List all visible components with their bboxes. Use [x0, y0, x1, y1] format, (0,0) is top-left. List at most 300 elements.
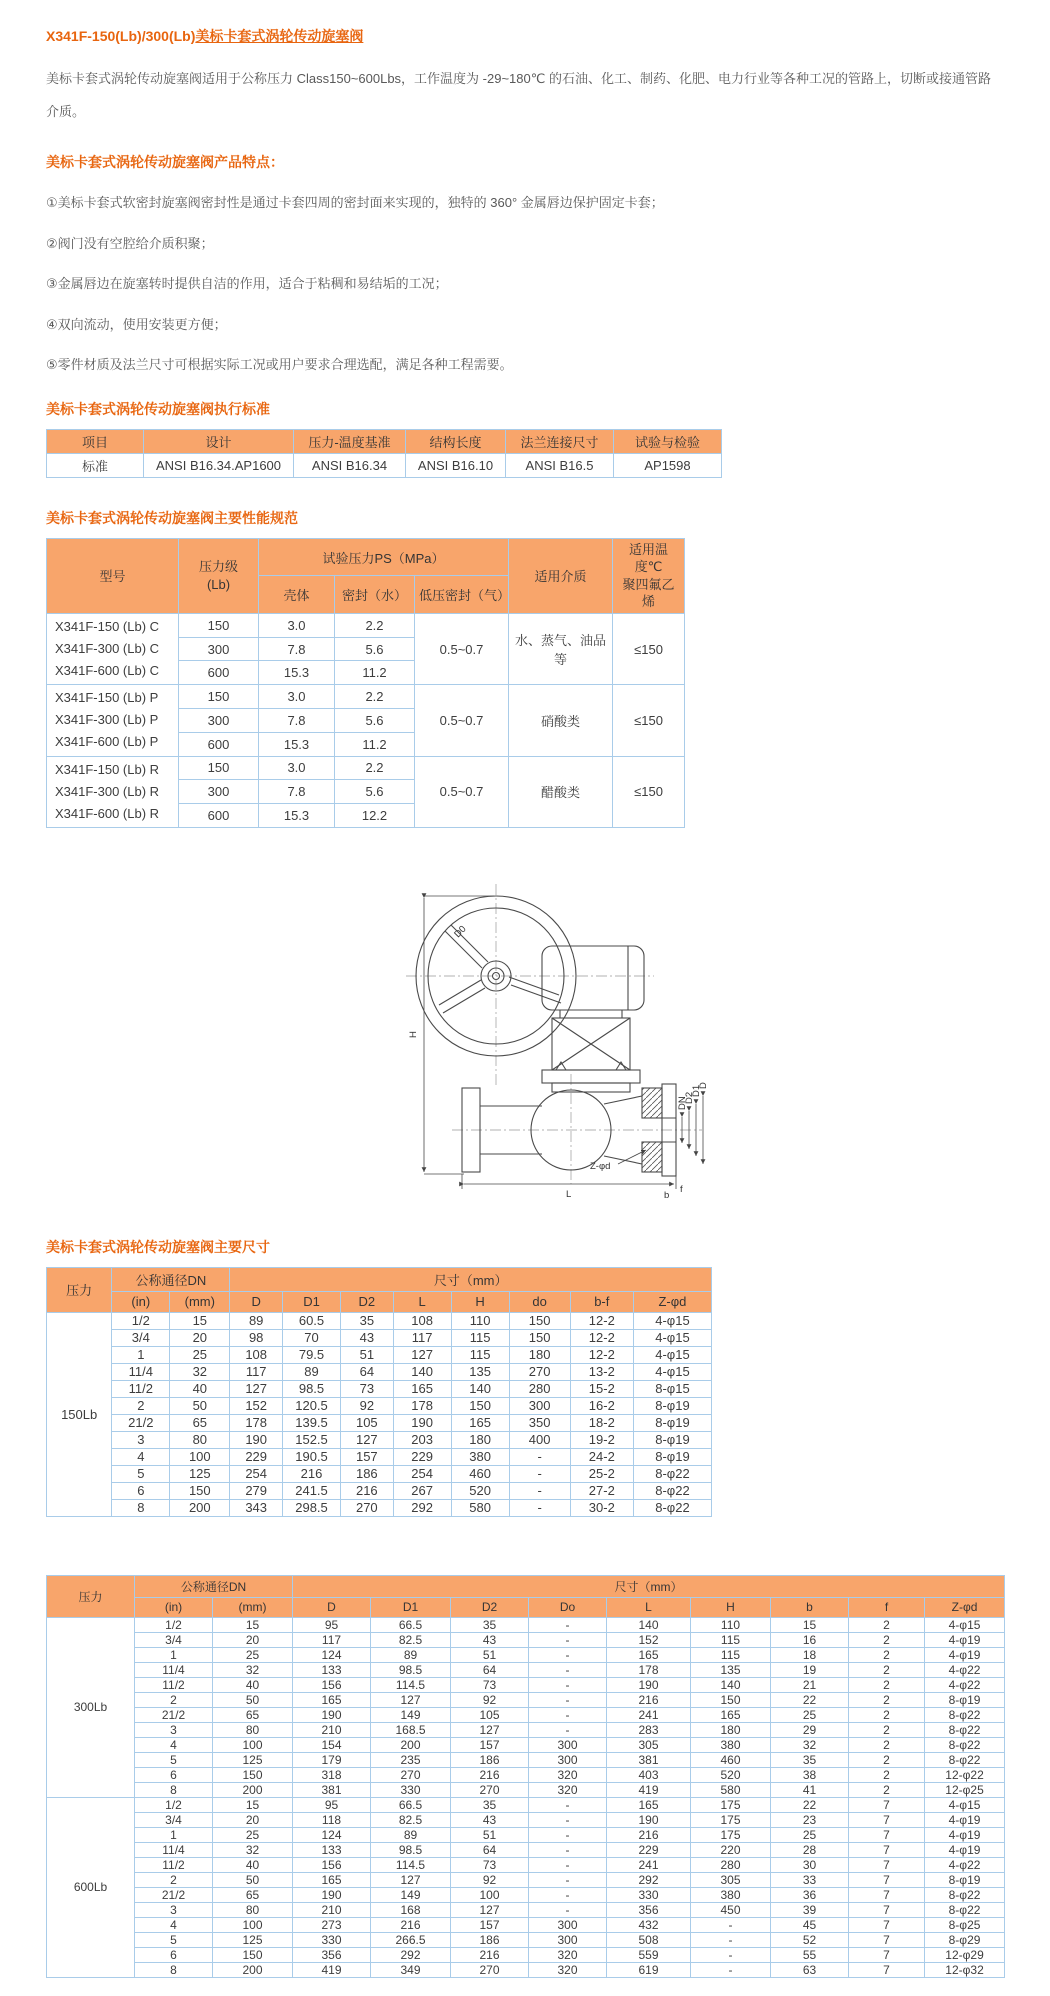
dims150-table-header	[47, 1267, 712, 1312]
cell: 4	[135, 1917, 213, 1932]
cell: 300	[529, 1752, 607, 1767]
table-row	[47, 1902, 1005, 1917]
feature-item-1: ①美标卡套式软密封旋塞阀密封性是通过卡套四周的密封面来实现的，独特的 360° 金属唇边保护固定卡套；	[46, 195, 664, 211]
cell: 403	[607, 1767, 691, 1782]
cell: 120.5	[283, 1397, 341, 1414]
cell: 381	[607, 1752, 691, 1767]
cell: 79.5	[283, 1346, 341, 1363]
cell: 5.6	[335, 637, 415, 661]
cell: 89	[230, 1312, 283, 1329]
cell: 2.2	[335, 685, 415, 709]
cell: 15-2	[570, 1380, 633, 1397]
cell: 190	[607, 1812, 691, 1827]
col-shell: 壳体	[259, 576, 335, 614]
cell: -	[691, 1962, 771, 1977]
cell: 2	[849, 1617, 925, 1632]
cell: 8	[135, 1962, 213, 1977]
cell: 150	[213, 1947, 293, 1962]
cell: 356	[293, 1947, 371, 1962]
cell: 139.5	[283, 1414, 341, 1431]
intro-paragraph: 美标卡套式涡轮传动旋塞阀适用于公称压力 Class150~600Lbs，工作温度为 -29~180℃ 的石油、化工、制药、化肥、电力行业等各种工况的管路上，切断或接通管路介质。	[46, 71, 991, 120]
cell: 300	[529, 1917, 607, 1932]
center-lines	[406, 884, 702, 1184]
table-row	[47, 1737, 1005, 1752]
table-row	[47, 613, 685, 637]
standards-table-header	[47, 429, 722, 453]
cell: 15.3	[259, 661, 335, 685]
cell: 156	[293, 1857, 371, 1872]
cell: 21	[771, 1677, 849, 1692]
cell: 178	[393, 1397, 451, 1414]
cell: 8-φ22	[925, 1737, 1005, 1752]
col-f: f	[849, 1597, 925, 1617]
model-line: X341F-600 (Lb) C	[55, 663, 160, 679]
cell: 16-2	[570, 1397, 633, 1414]
cell: 98	[230, 1329, 283, 1346]
cell: 270	[451, 1962, 529, 1977]
cell: 2.2	[335, 613, 415, 637]
col-temp	[613, 538, 685, 613]
col-pressure: 压力	[47, 1575, 135, 1617]
cell: -	[509, 1465, 570, 1482]
cell: 32	[771, 1737, 849, 1752]
cell: 600	[179, 661, 259, 685]
cell: 4-φ19	[925, 1647, 1005, 1662]
col-size-mm: 尺寸（mm）	[293, 1575, 1005, 1597]
cell: 15	[170, 1312, 230, 1329]
cell: 73	[340, 1380, 393, 1397]
cell: 229	[230, 1448, 283, 1465]
cell: 5	[135, 1752, 213, 1767]
cell: 241	[607, 1707, 691, 1722]
cell: 55	[771, 1947, 849, 1962]
col-b-f: b-f	[570, 1291, 633, 1312]
table-row	[47, 1962, 1005, 1977]
performance-table-header	[47, 538, 685, 613]
cell: 150	[179, 756, 259, 780]
cell: 8-φ22	[633, 1465, 711, 1482]
cell: 27-2	[570, 1482, 633, 1499]
cell: 178	[230, 1414, 283, 1431]
cell: -	[529, 1812, 607, 1827]
feature-item-2: ②阀门没有空腔给介质积聚；	[46, 235, 214, 251]
cell: 25	[213, 1827, 293, 1842]
cell: 19	[771, 1662, 849, 1677]
cell: 118	[293, 1812, 371, 1827]
cell: 150	[170, 1482, 230, 1499]
cell: 8-φ19	[925, 1692, 1005, 1707]
cell: 135	[451, 1363, 509, 1380]
cell: 280	[691, 1857, 771, 1872]
cell: 114.5	[371, 1677, 451, 1692]
cell: 140	[691, 1677, 771, 1692]
cell: 157	[451, 1737, 529, 1752]
cell: 3	[112, 1431, 170, 1448]
dim-label-f: f	[680, 1183, 683, 1195]
cell: 4-φ15	[633, 1363, 711, 1380]
table-row	[47, 1575, 1005, 1597]
cell: 270	[340, 1499, 393, 1516]
cell: 432	[607, 1917, 691, 1932]
model-line: X341F-600 (Lb) R	[55, 805, 160, 821]
cell: 216	[451, 1767, 529, 1782]
cell: 200	[371, 1737, 451, 1752]
performance-table-body	[47, 613, 685, 827]
cell: 108	[230, 1346, 283, 1363]
dims2-table-body	[47, 1617, 1005, 1977]
valve-drawing-container	[346, 876, 746, 1211]
model-line: X341F-300 (Lb) C	[55, 641, 160, 657]
table-row	[47, 538, 685, 576]
cell: 25-2	[570, 1465, 633, 1482]
cell: 210	[293, 1722, 371, 1737]
cell: 4-φ15	[633, 1312, 711, 1329]
cell: 24-2	[570, 1448, 633, 1465]
cell: 73	[451, 1857, 529, 1872]
cell: 8-φ22	[925, 1902, 1005, 1917]
cell: 25	[213, 1647, 293, 1662]
cell: 22	[771, 1797, 849, 1812]
cell: 190	[607, 1677, 691, 1692]
cell: 2.2	[335, 756, 415, 780]
cell: 220	[691, 1842, 771, 1857]
cell: 40	[213, 1857, 293, 1872]
cell: 8-φ19	[633, 1414, 711, 1431]
valve-technical-drawing	[346, 876, 718, 1206]
cell: 36	[771, 1887, 849, 1902]
cell: 133	[293, 1662, 371, 1677]
cell: 30	[771, 1857, 849, 1872]
cell: 8-φ15	[633, 1380, 711, 1397]
table-row	[47, 1767, 1005, 1782]
cell: 28	[771, 1842, 849, 1857]
col-design: 设计	[144, 429, 294, 453]
cell: 216	[607, 1692, 691, 1707]
cell: 7.8	[259, 637, 335, 661]
cell: 4-φ19	[925, 1827, 1005, 1842]
cell: 125	[213, 1932, 293, 1947]
cell: 0.5~0.7	[415, 685, 509, 756]
page-title	[46, 26, 1005, 46]
cell: 241	[607, 1857, 691, 1872]
cell: 1/2	[135, 1797, 213, 1812]
cell: 18-2	[570, 1414, 633, 1431]
cell: -	[529, 1842, 607, 1857]
cell: 7	[849, 1887, 925, 1902]
cell: 22	[771, 1692, 849, 1707]
dim-label-d0: D0	[452, 923, 469, 940]
title-product-link[interactable]: 美标卡套式涡轮传动旋塞阀	[195, 28, 364, 44]
cell: 硝酸类	[509, 685, 613, 756]
cell: 8-φ19	[633, 1431, 711, 1448]
cell: 165	[293, 1872, 371, 1887]
dim-label-dn: DN	[677, 1096, 688, 1110]
cell: 127	[371, 1872, 451, 1887]
cell: 165	[607, 1647, 691, 1662]
cell: ANSI B16.5	[506, 453, 614, 477]
cell: 619	[607, 1962, 691, 1977]
cell: 115	[691, 1632, 771, 1647]
cell: -	[509, 1499, 570, 1516]
cell: -	[529, 1857, 607, 1872]
table-row	[47, 1597, 1005, 1617]
cell: 89	[371, 1827, 451, 1842]
table-row	[47, 1380, 712, 1397]
cell: 300	[529, 1932, 607, 1947]
cell: 2	[849, 1662, 925, 1677]
col-media: 适用介质	[509, 538, 613, 613]
cell: 125	[170, 1465, 230, 1482]
cell: 41	[771, 1782, 849, 1797]
cell: ≤150	[613, 685, 685, 756]
col-in: (in)	[135, 1597, 213, 1617]
col-pressure-class	[179, 538, 259, 613]
cell: 98.5	[371, 1842, 451, 1857]
cell: 25	[771, 1707, 849, 1722]
cell: 200	[213, 1782, 293, 1797]
col-D2: D2	[451, 1597, 529, 1617]
cell: 150	[509, 1329, 570, 1346]
title-model-text: X341F-150(Lb)/300(Lb)	[46, 28, 196, 44]
col-b: b	[771, 1597, 849, 1617]
col-temp-line1: 适用温度℃	[629, 541, 669, 575]
dims150-table-body	[47, 1312, 712, 1516]
table-row	[47, 1291, 712, 1312]
cell: 419	[607, 1782, 691, 1797]
col-structure-length: 结构长度	[406, 429, 506, 453]
dim-label-d1: D1	[691, 1084, 702, 1097]
cell: 3/4	[135, 1632, 213, 1647]
feature-item-4: ④双向流动，使用安装更方便；	[46, 316, 227, 332]
cell: 15.3	[259, 804, 335, 828]
cell: 1/2	[112, 1312, 170, 1329]
col-seal-water: 密封（水）	[335, 576, 415, 614]
cell: 124	[293, 1647, 371, 1662]
cell: 7	[849, 1962, 925, 1977]
cell: 127	[230, 1380, 283, 1397]
cell: 292	[607, 1872, 691, 1887]
table-row	[47, 1329, 712, 1346]
cell: 305	[607, 1737, 691, 1752]
cell: 21/2	[135, 1887, 213, 1902]
cell: 8-φ25	[925, 1917, 1005, 1932]
cell: 25	[771, 1827, 849, 1842]
dims2-table-header	[47, 1575, 1005, 1617]
table-row	[47, 1722, 1005, 1737]
cell: 8-φ22	[633, 1482, 711, 1499]
table-row	[47, 1887, 1005, 1902]
cell: 6	[135, 1947, 213, 1962]
cell: -	[529, 1662, 607, 1677]
cell: 8-φ19	[633, 1397, 711, 1414]
cell: 125	[213, 1752, 293, 1767]
table-row	[47, 1312, 712, 1329]
standards-table-body	[47, 453, 722, 477]
table-row	[47, 1662, 1005, 1677]
cell: 305	[691, 1872, 771, 1887]
col-mm: (mm)	[170, 1291, 230, 1312]
cell: 45	[771, 1917, 849, 1932]
table-row	[47, 756, 685, 780]
dim-label-b: b	[664, 1189, 670, 1201]
cell: 23	[771, 1812, 849, 1827]
col-in: (in)	[112, 1291, 170, 1312]
cell: 229	[607, 1842, 691, 1857]
cell: 216	[371, 1917, 451, 1932]
pressure-label: 150Lb	[47, 1312, 112, 1516]
dimensions-table-300-600lb	[46, 1575, 1005, 1978]
cell: 3.0	[259, 613, 335, 637]
cell: 100	[213, 1917, 293, 1932]
cell: 330	[607, 1887, 691, 1902]
cell: -	[529, 1887, 607, 1902]
col-do: do	[509, 1291, 570, 1312]
table-row	[47, 1857, 1005, 1872]
table-row	[47, 1363, 712, 1380]
cell: 2	[112, 1397, 170, 1414]
cell: 51	[451, 1647, 529, 1662]
cell: 381	[293, 1782, 371, 1797]
cell: 水、蒸气、油品等	[509, 613, 613, 684]
cell: 235	[371, 1752, 451, 1767]
table-row	[47, 1397, 712, 1414]
dim-label-d2: D2	[684, 1091, 695, 1104]
cell: 51	[340, 1346, 393, 1363]
cell: 175	[691, 1797, 771, 1812]
cell: 350	[509, 1414, 570, 1431]
cell: 115	[451, 1329, 509, 1346]
cell: 254	[230, 1465, 283, 1482]
cell: 12.2	[335, 804, 415, 828]
cell: -	[529, 1902, 607, 1917]
cell: 178	[607, 1662, 691, 1677]
cell: 343	[230, 1499, 283, 1516]
feature-item-5: ⑤零件材质及法兰尺寸可根据实际工况或用户要求合理选配，满足各种工程需要。	[46, 357, 513, 373]
col-D: D	[230, 1291, 283, 1312]
cell: 300	[179, 780, 259, 804]
cell: 29	[771, 1722, 849, 1737]
cell: 3	[135, 1902, 213, 1917]
table-row	[47, 1707, 1005, 1722]
cell: 190	[293, 1887, 371, 1902]
col-L: L	[607, 1597, 691, 1617]
cell: 7	[849, 1857, 925, 1872]
table-row	[47, 1647, 1005, 1662]
table-row	[47, 1932, 1005, 1947]
table-row	[47, 1267, 712, 1291]
cell: 7	[849, 1797, 925, 1812]
cell: -	[529, 1632, 607, 1647]
cell: 186	[340, 1465, 393, 1482]
cell: 157	[451, 1917, 529, 1932]
cell: 92	[340, 1397, 393, 1414]
cell: 190	[230, 1431, 283, 1448]
cell: 8	[112, 1499, 170, 1516]
cell: 168.5	[371, 1722, 451, 1737]
cell: 8-φ29	[925, 1932, 1005, 1947]
cell: 105	[451, 1707, 529, 1722]
cell: 8-φ22	[925, 1887, 1005, 1902]
cell: 1	[112, 1346, 170, 1363]
table-row	[47, 1448, 712, 1465]
model-cell	[47, 685, 179, 756]
specs-heading: 美标卡套式涡轮传动旋塞阀主要性能规范	[46, 509, 298, 526]
cell: 4	[135, 1737, 213, 1752]
table-row	[47, 1617, 1005, 1632]
cell: ANSI B16.34.AP1600	[144, 453, 294, 477]
cell: 32	[170, 1363, 230, 1380]
cell: 40	[170, 1380, 230, 1397]
cell: 64	[451, 1662, 529, 1677]
cell: 5.6	[335, 709, 415, 733]
cell: 66.5	[371, 1617, 451, 1632]
cell: 117	[393, 1329, 451, 1346]
cell: 300	[179, 709, 259, 733]
cell: 11/4	[135, 1842, 213, 1857]
cell: 2	[849, 1767, 925, 1782]
cell: 30-2	[570, 1499, 633, 1516]
cell: 133	[293, 1842, 371, 1857]
cell: 39	[771, 1902, 849, 1917]
col-test-pressure: 试验压力PS（MPa）	[259, 538, 509, 576]
cell: 4	[112, 1448, 170, 1465]
cell: 89	[283, 1363, 341, 1380]
cell: 66.5	[371, 1797, 451, 1812]
cell: 270	[509, 1363, 570, 1380]
cell: 12-φ25	[925, 1782, 1005, 1797]
cell: 70	[283, 1329, 341, 1346]
table-row	[47, 1827, 1005, 1842]
cell: 520	[451, 1482, 509, 1499]
table-row	[47, 1782, 1005, 1797]
cell: 2	[849, 1737, 925, 1752]
cell: 标准	[47, 453, 144, 477]
cell: 349	[371, 1962, 451, 1977]
cell: 179	[293, 1752, 371, 1767]
cell: 33	[771, 1872, 849, 1887]
cell: 98.5	[283, 1380, 341, 1397]
cell: 35	[340, 1312, 393, 1329]
cell: 7	[849, 1812, 925, 1827]
col-D1: D1	[371, 1597, 451, 1617]
cell: 2	[849, 1707, 925, 1722]
model-line: X341F-600 (Lb) P	[55, 734, 159, 750]
cell: 2	[849, 1677, 925, 1692]
cell: 165	[293, 1692, 371, 1707]
cell: 156	[293, 1677, 371, 1692]
cell: 200	[170, 1499, 230, 1516]
cell: 400	[509, 1431, 570, 1448]
cell: 110	[691, 1617, 771, 1632]
cell: 127	[371, 1692, 451, 1707]
cell: 2	[135, 1872, 213, 1887]
cell: 5	[112, 1465, 170, 1482]
cell: 117	[293, 1632, 371, 1647]
cell: 600	[179, 732, 259, 756]
cell: 127	[393, 1346, 451, 1363]
cell: 419	[293, 1962, 371, 1977]
cell: 190	[293, 1707, 371, 1722]
cell: 508	[607, 1932, 691, 1947]
gear-housing	[542, 946, 644, 1018]
cell: 154	[293, 1737, 371, 1752]
cell: 4-φ15	[633, 1329, 711, 1346]
cell: 100	[451, 1887, 529, 1902]
dimensions-table-150lb	[46, 1267, 712, 1517]
cell: 20	[213, 1812, 293, 1827]
cell: 4-φ19	[925, 1632, 1005, 1647]
cell: 140	[451, 1380, 509, 1397]
